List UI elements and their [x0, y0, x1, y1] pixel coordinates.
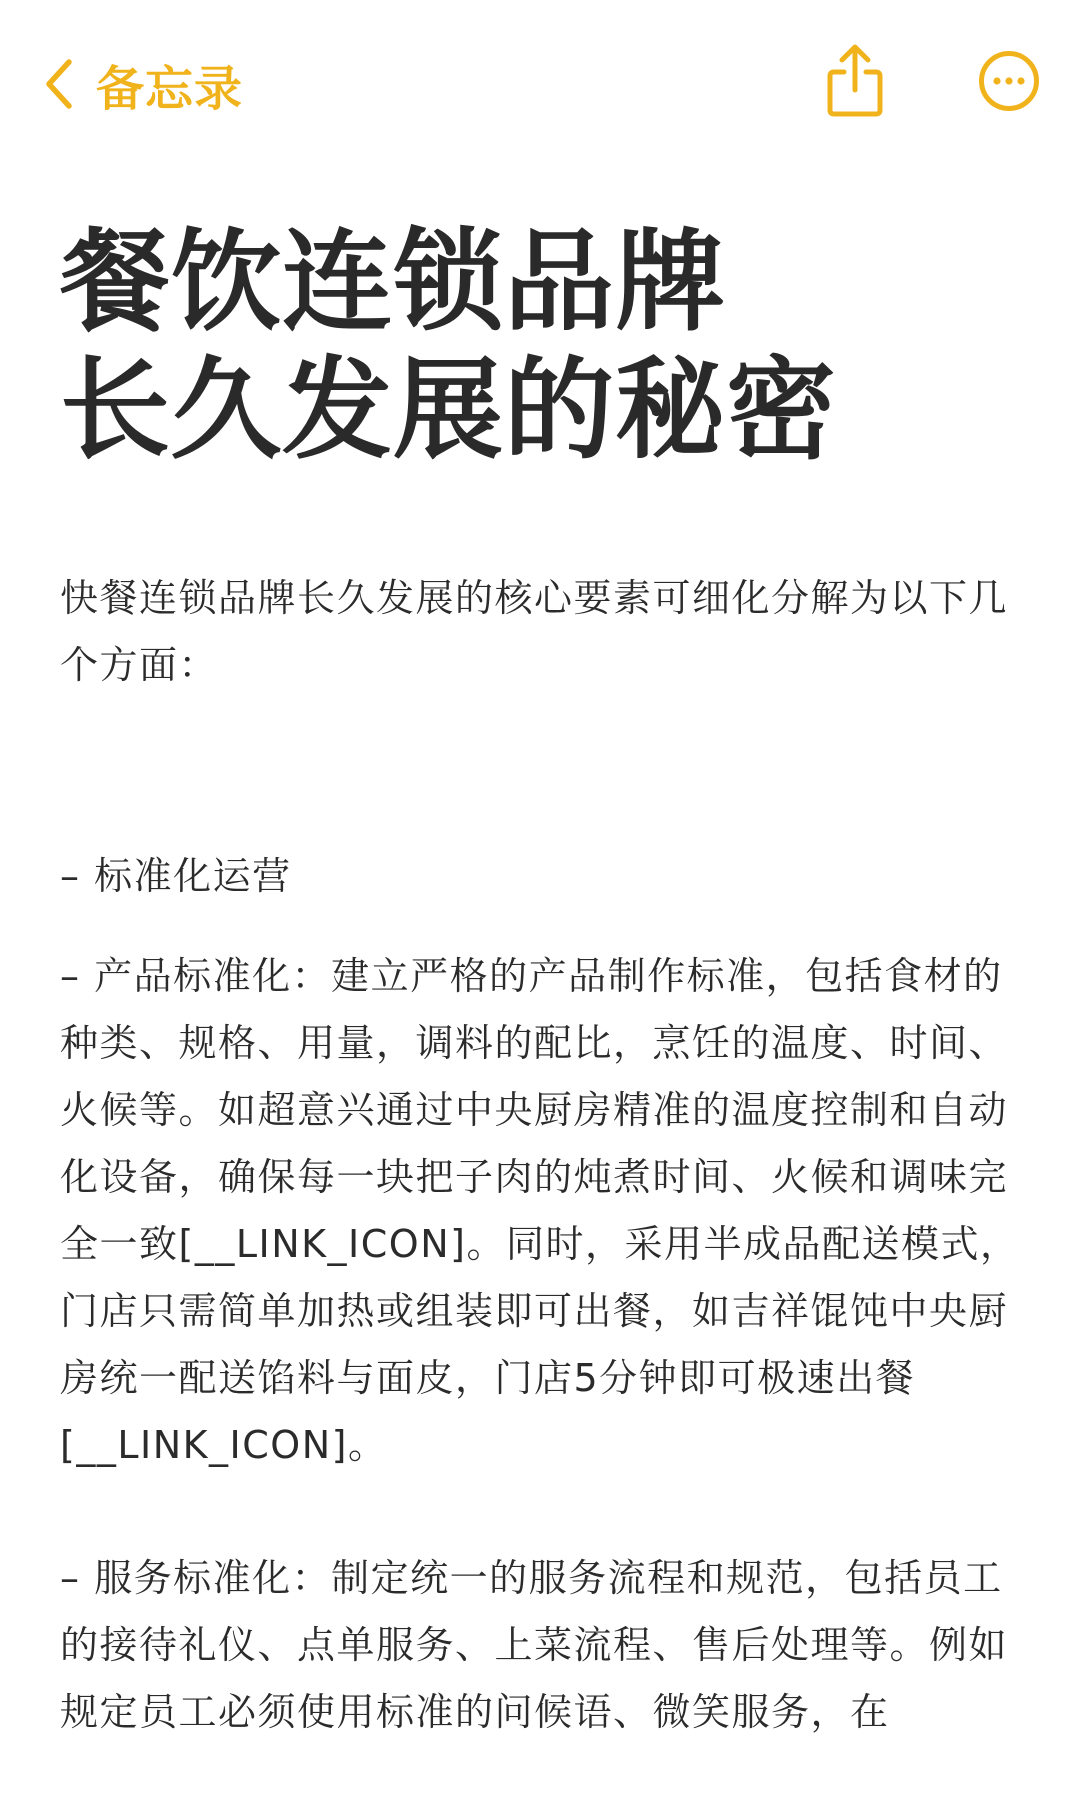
note-paragraph-product: – 产品标准化：建立严格的产品制作标准，包括食材的种类、规格、用量，调料的配比，烹饪的温度、时间、火候等。如超意兴通过中央厨房精准的温度控制和自动化设备，确保每一块把子肉的炖煮时间、火候和调味完全一致[__LINK_ICON]。同时，采用半成品配送模式，门店只需简单加热或组装即可出餐，如吉祥馄饨中央厨房统一配送馅料与面皮，门店5分钟即可极速出餐[__LINK_ICON]。 [60, 954, 1020, 1467]
note-paragraph-service: – 服务标准化：制定统一的服务流程和规范，包括员工的接待礼仪、点单服务、上菜流程、售后处理等。例如规定员工必须使用标准的问候语、微笑服务，在 [60, 1556, 1009, 1734]
note-paragraph-heading: – 标准化运营 [60, 854, 292, 898]
note-title [60, 218, 1040, 474]
more-options-button[interactable] [978, 50, 1040, 112]
note-title-line-1: 餐饮连锁品牌 [60, 218, 726, 346]
note-title-line-2: 长久发展的秘密 [60, 346, 837, 474]
back-button[interactable] [44, 52, 243, 116]
share-icon [820, 105, 890, 124]
more-icon [978, 97, 1040, 116]
navigation-bar [0, 0, 1080, 170]
share-button[interactable] [820, 40, 890, 120]
note-intro: 快餐连锁品牌长久发展的核心要素可细化分解为以下几个方面： [60, 576, 1009, 687]
chevron-left-icon [44, 58, 74, 110]
back-label: 备忘录 [96, 60, 244, 117]
